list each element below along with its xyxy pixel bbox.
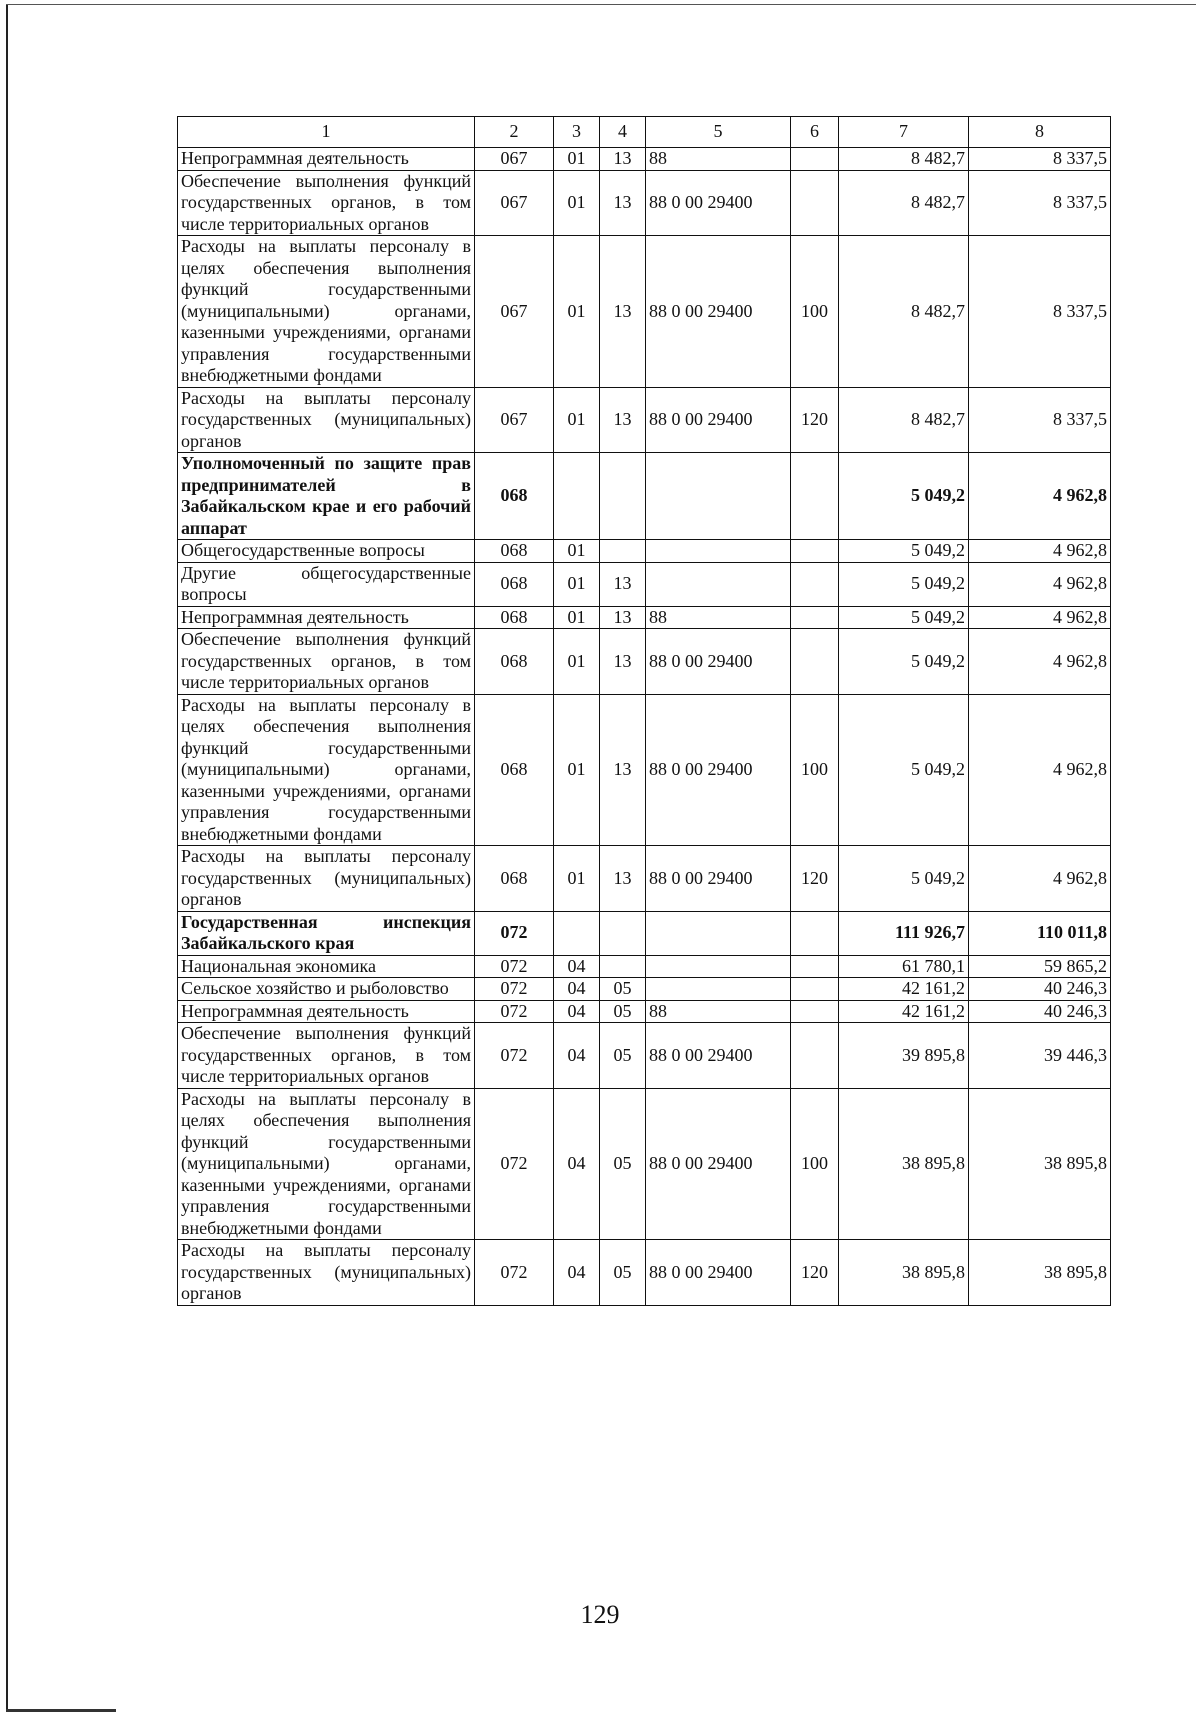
expense-type-code — [791, 911, 839, 955]
section-code — [554, 453, 600, 540]
amount-year-1: 39 895,8 — [839, 1023, 969, 1089]
ministry-code: 072 — [475, 1088, 554, 1240]
ministry-code: 068 — [475, 846, 554, 912]
amount-year-2: 4 962,8 — [969, 562, 1111, 606]
subsection-code: 13 — [600, 629, 646, 695]
ministry-code: 068 — [475, 606, 554, 629]
expense-type-code — [791, 1000, 839, 1023]
ministry-code: 072 — [475, 955, 554, 978]
budget-table — [177, 116, 1111, 1306]
row-name: Расходы на выплаты персоналу в целях обеспечения выполнения функций государственными (муниципальными) органами, казенными учреждениями, органами управления государственными внебюджетными фондами — [178, 1088, 475, 1240]
section-code: 01 — [554, 562, 600, 606]
scan-edge-top — [6, 4, 1196, 5]
table-row — [178, 1023, 1111, 1089]
subsection-code: 13 — [600, 846, 646, 912]
row-name: Непрограммная деятельность — [178, 1000, 475, 1023]
expense-type-code — [791, 955, 839, 978]
column-header: 3 — [554, 117, 600, 148]
amount-year-2: 40 246,3 — [969, 1000, 1111, 1023]
section-code: 04 — [554, 1088, 600, 1240]
ministry-code: 067 — [475, 387, 554, 453]
amount-year-1: 8 482,7 — [839, 236, 969, 388]
target-article-code — [646, 978, 791, 1001]
target-article-code: 88 0 00 29400 — [646, 629, 791, 695]
ministry-code: 072 — [475, 1000, 554, 1023]
amount-year-2: 4 962,8 — [969, 694, 1111, 846]
target-article-code: 88 0 00 29400 — [646, 236, 791, 388]
amount-year-1: 5 049,2 — [839, 606, 969, 629]
target-article-code — [646, 955, 791, 978]
section-code: 01 — [554, 540, 600, 563]
ministry-code: 068 — [475, 453, 554, 540]
ministry-code: 072 — [475, 1240, 554, 1306]
amount-year-1: 5 049,2 — [839, 562, 969, 606]
target-article-code: 88 — [646, 148, 791, 171]
amount-year-1: 5 049,2 — [839, 846, 969, 912]
expense-type-code: 120 — [791, 846, 839, 912]
amount-year-2: 8 337,5 — [969, 236, 1111, 388]
ministry-code: 072 — [475, 1023, 554, 1089]
target-article-code: 88 0 00 29400 — [646, 846, 791, 912]
amount-year-2: 8 337,5 — [969, 148, 1111, 171]
row-name: Сельское хозяйство и рыболовство — [178, 978, 475, 1001]
subsection-code: 13 — [600, 148, 646, 171]
row-name: Общегосударственные вопросы — [178, 540, 475, 563]
table-row — [178, 978, 1111, 1001]
ministry-code: 072 — [475, 911, 554, 955]
amount-year-2: 8 337,5 — [969, 387, 1111, 453]
amount-year-2: 8 337,5 — [969, 170, 1111, 236]
table-row — [178, 453, 1111, 540]
column-header: 8 — [969, 117, 1111, 148]
expense-type-code — [791, 148, 839, 171]
ministry-code: 067 — [475, 148, 554, 171]
amount-year-1: 61 780,1 — [839, 955, 969, 978]
subsection-code: 13 — [600, 694, 646, 846]
section-code: 04 — [554, 1023, 600, 1089]
table-row — [178, 387, 1111, 453]
table-row — [178, 1240, 1111, 1306]
expense-type-code: 100 — [791, 694, 839, 846]
target-article-code — [646, 453, 791, 540]
target-article-code: 88 0 00 29400 — [646, 387, 791, 453]
amount-year-1: 8 482,7 — [839, 387, 969, 453]
column-header: 5 — [646, 117, 791, 148]
amount-year-1: 8 482,7 — [839, 148, 969, 171]
target-article-code: 88 — [646, 606, 791, 629]
expense-type-code: 100 — [791, 1088, 839, 1240]
scan-edge-left — [6, 4, 8, 1709]
expense-type-code: 120 — [791, 1240, 839, 1306]
section-code: 01 — [554, 387, 600, 453]
amount-year-2: 38 895,8 — [969, 1240, 1111, 1306]
amount-year-2: 4 962,8 — [969, 629, 1111, 695]
column-header: 6 — [791, 117, 839, 148]
expense-type-code: 100 — [791, 236, 839, 388]
ministry-code: 068 — [475, 540, 554, 563]
row-name: Расходы на выплаты персоналу государственных (муниципальных) органов — [178, 846, 475, 912]
row-name: Расходы на выплаты персоналу в целях обеспечения выполнения функций государственными (муниципальными) органами, казенными учреждениями, органами управления государственными внебюджетными фондами — [178, 694, 475, 846]
amount-year-1: 38 895,8 — [839, 1088, 969, 1240]
subsection-code: 05 — [600, 1023, 646, 1089]
subsection-code: 13 — [600, 170, 646, 236]
expense-type-code — [791, 1023, 839, 1089]
row-name: Обеспечение выполнения функций государственных органов, в том числе территориальных органов — [178, 170, 475, 236]
amount-year-2: 39 446,3 — [969, 1023, 1111, 1089]
amount-year-1: 42 161,2 — [839, 978, 969, 1001]
amount-year-1: 111 926,7 — [839, 911, 969, 955]
section-code: 01 — [554, 694, 600, 846]
amount-year-1: 8 482,7 — [839, 170, 969, 236]
row-name: Государственная инспекция Забайкальского края — [178, 911, 475, 955]
section-code: 01 — [554, 846, 600, 912]
section-code: 01 — [554, 606, 600, 629]
column-header: 4 — [600, 117, 646, 148]
table-row — [178, 606, 1111, 629]
row-name: Расходы на выплаты персоналу в целях обеспечения выполнения функций государственными (муниципальными) органами, казенными учреждениями, органами управления государственными внебюджетными фондами — [178, 236, 475, 388]
expense-type-code — [791, 629, 839, 695]
amount-year-2: 40 246,3 — [969, 978, 1111, 1001]
amount-year-2: 4 962,8 — [969, 606, 1111, 629]
ministry-code: 068 — [475, 562, 554, 606]
subsection-code: 13 — [600, 606, 646, 629]
scan-edge-bottom — [6, 1709, 116, 1712]
column-header: 2 — [475, 117, 554, 148]
ministry-code: 067 — [475, 236, 554, 388]
table-row — [178, 911, 1111, 955]
amount-year-2: 4 962,8 — [969, 540, 1111, 563]
subsection-code: 13 — [600, 387, 646, 453]
column-header: 7 — [839, 117, 969, 148]
table-row — [178, 148, 1111, 171]
subsection-code — [600, 453, 646, 540]
table-row — [178, 955, 1111, 978]
section-code: 01 — [554, 236, 600, 388]
amount-year-2: 38 895,8 — [969, 1088, 1111, 1240]
subsection-code — [600, 540, 646, 563]
target-article-code — [646, 562, 791, 606]
target-article-code — [646, 911, 791, 955]
section-code — [554, 911, 600, 955]
ministry-code: 068 — [475, 629, 554, 695]
amount-year-2: 110 011,8 — [969, 911, 1111, 955]
amount-year-2: 4 962,8 — [969, 846, 1111, 912]
page-number: 129 — [580, 1600, 620, 1629]
target-article-code: 88 0 00 29400 — [646, 1240, 791, 1306]
expense-type-code — [791, 170, 839, 236]
subsection-code: 13 — [600, 562, 646, 606]
row-name: Расходы на выплаты персоналу государственных (муниципальных) органов — [178, 1240, 475, 1306]
subsection-code: 05 — [600, 1088, 646, 1240]
table-row — [178, 562, 1111, 606]
row-name: Расходы на выплаты персоналу государственных (муниципальных) органов — [178, 387, 475, 453]
amount-year-2: 4 962,8 — [969, 453, 1111, 540]
ministry-code: 068 — [475, 694, 554, 846]
table-row — [178, 1000, 1111, 1023]
section-code: 04 — [554, 1000, 600, 1023]
amount-year-1: 5 049,2 — [839, 540, 969, 563]
section-code: 01 — [554, 148, 600, 171]
row-name: Обеспечение выполнения функций государственных органов, в том числе территориальных органов — [178, 1023, 475, 1089]
amount-year-2: 59 865,2 — [969, 955, 1111, 978]
expense-type-code — [791, 540, 839, 563]
target-article-code: 88 0 00 29400 — [646, 1023, 791, 1089]
table-row — [178, 846, 1111, 912]
expense-type-code — [791, 978, 839, 1001]
target-article-code: 88 0 00 29400 — [646, 1088, 791, 1240]
table-row — [178, 694, 1111, 846]
row-name: Национальная экономика — [178, 955, 475, 978]
section-code: 01 — [554, 170, 600, 236]
row-name: Уполномоченный по защите прав предпринимателей в Забайкальском крае и его рабочий аппарат — [178, 453, 475, 540]
expense-type-code — [791, 606, 839, 629]
table-row — [178, 629, 1111, 695]
amount-year-1: 5 049,2 — [839, 453, 969, 540]
ministry-code: 072 — [475, 978, 554, 1001]
target-article-code — [646, 540, 791, 563]
table-row — [178, 236, 1111, 388]
section-code: 04 — [554, 955, 600, 978]
row-name: Другие общегосударственные вопросы — [178, 562, 475, 606]
target-article-code: 88 0 00 29400 — [646, 170, 791, 236]
amount-year-1: 38 895,8 — [839, 1240, 969, 1306]
subsection-code — [600, 955, 646, 978]
section-code: 04 — [554, 1240, 600, 1306]
section-code: 01 — [554, 629, 600, 695]
target-article-code: 88 0 00 29400 — [646, 694, 791, 846]
expense-type-code — [791, 562, 839, 606]
table-row — [178, 170, 1111, 236]
budget-table-body — [178, 148, 1111, 1306]
row-name: Непрограммная деятельность — [178, 148, 475, 171]
table-row — [178, 540, 1111, 563]
section-code: 04 — [554, 978, 600, 1001]
row-name: Непрограммная деятельность — [178, 606, 475, 629]
amount-year-1: 5 049,2 — [839, 629, 969, 695]
subsection-code: 13 — [600, 236, 646, 388]
column-number-row — [178, 117, 1111, 148]
amount-year-1: 42 161,2 — [839, 1000, 969, 1023]
column-header: 1 — [178, 117, 475, 148]
subsection-code: 05 — [600, 1000, 646, 1023]
subsection-code — [600, 911, 646, 955]
amount-year-1: 5 049,2 — [839, 694, 969, 846]
subsection-code: 05 — [600, 978, 646, 1001]
ministry-code: 067 — [475, 170, 554, 236]
target-article-code: 88 — [646, 1000, 791, 1023]
expense-type-code: 120 — [791, 387, 839, 453]
expense-type-code — [791, 453, 839, 540]
table-row — [178, 1088, 1111, 1240]
row-name: Обеспечение выполнения функций государственных органов, в том числе территориальных органов — [178, 629, 475, 695]
subsection-code: 05 — [600, 1240, 646, 1306]
